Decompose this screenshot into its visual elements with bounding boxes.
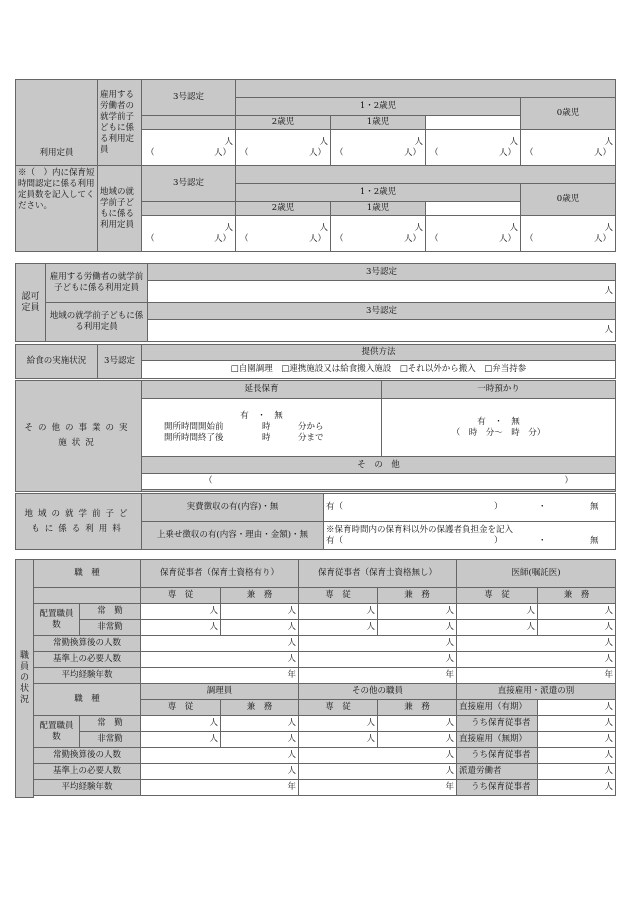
kyushoku-label: 給食の実施状況 (16, 345, 98, 379)
riyo-emp-h1: 1歳児 (331, 116, 426, 130)
cell-12[interactable]: 人 (538, 620, 616, 636)
ichiji-header: 一時預かり (382, 381, 616, 399)
shokushu-2: 職 種 (34, 684, 141, 716)
riyo-emp-2-cell[interactable]: 人 （ 人） (331, 130, 426, 166)
jippi-cell[interactable]: 有（ ） ・ 無 (324, 494, 616, 522)
riyo-emp-h3: 3号認定 (142, 80, 236, 116)
yuki-uchi-cell[interactable]: 人 (538, 716, 616, 732)
muki-uchi-cell[interactable]: 人 (538, 748, 616, 764)
kansan-label-2: 常勤換算後の人数 (34, 748, 141, 764)
cell-24[interactable]: 人 (299, 716, 378, 732)
riyo-area-label: 地域の就学前子どもに係る利用定員 (98, 166, 142, 252)
keiken-label-2: 平均経験年数 (34, 780, 141, 796)
cell-4[interactable]: 人 (378, 604, 457, 620)
senju-h2: 専 従 (299, 588, 378, 604)
riyo-area-1-cell[interactable]: 人 （ 人） (426, 216, 521, 252)
cell-28[interactable]: 人 (299, 732, 378, 748)
cell-23[interactable]: 人 (221, 716, 299, 732)
yuki-cell[interactable]: 人 (538, 700, 616, 716)
sonota-header: そ の 他 (142, 457, 616, 474)
hoiku2-header: 保育従事者（保育士資格無し） (299, 560, 457, 588)
senju-h1: 専 従 (141, 588, 221, 604)
riyo-note: ※（ ）内に保育短時間認定に係る利用定員数を記入してください。 (16, 166, 98, 252)
chokusetsu-header: 直接雇用・派遣の別 (457, 684, 616, 700)
cell-9[interactable]: 人 (299, 620, 378, 636)
keiken-label-1: 平均経験年数 (34, 668, 141, 684)
senju-h4: 専 従 (141, 700, 221, 716)
ishi-header: 医師(嘱託医) (457, 560, 616, 588)
kenmu-h3: 兼 務 (538, 588, 616, 604)
riyo-emp-3go-cell[interactable]: 人 （ 人） (142, 130, 236, 166)
haken-uchi-label: うち保育従事者 (457, 780, 538, 796)
cell-18[interactable]: 人 (457, 652, 616, 668)
ninka-area-label: 地域の就学前子どもに係る利用定員 (46, 303, 148, 342)
riyo-label: 利用定員 (16, 80, 98, 166)
haken-cell[interactable]: 人 (538, 764, 616, 780)
haken-label: 派遣労働者 (457, 764, 538, 780)
cell-26[interactable]: 人 (141, 732, 221, 748)
senju-h5: 専 従 (299, 700, 378, 716)
haichi-label-2: 配置職員数 (34, 716, 80, 748)
enchou-header: 延長保育 (142, 381, 382, 399)
muki-label: 直接雇用（無期） (457, 732, 538, 748)
staff-table (15, 559, 616, 798)
kyushoku-method: 提供方法 (142, 345, 616, 361)
cell-7[interactable]: 人 (141, 620, 221, 636)
sonota-cell[interactable]: （ ） (142, 474, 616, 490)
ninka-emp-label: 雇用する労働者の就学前子どもに係る利用定員 (46, 264, 148, 303)
yuki-uchi-label: うち保育従事者 (457, 716, 538, 732)
ninka-area-cell[interactable]: 人 (148, 320, 616, 342)
riyo-emp-12-cell[interactable]: 人 （ 人） (236, 130, 331, 166)
staff-label: 職員の状況 (16, 560, 34, 798)
kenmu-h4: 兼 務 (221, 700, 299, 716)
kijun-label-1: 基準上の必要人数 (34, 652, 141, 668)
joukin-label-2: 常 勤 (80, 716, 141, 732)
riyo-teiin-table (15, 79, 616, 252)
sonota-staff-header: その他の職員 (299, 684, 457, 700)
riyo-area-h12: 1・2歳児 (236, 184, 521, 202)
kyushoku-3go: 3号認定 (98, 345, 142, 379)
hoiku1-header: 保育従事者（保育士資格有り） (141, 560, 299, 588)
hijoukin-label-2: 非常勤 (80, 732, 141, 748)
shokushu-1: 職 種 (34, 560, 141, 588)
riyo-area-h1: 1歳児 (331, 202, 426, 216)
uwanose-label: 上乗せ徴収の有(内容・理由・金額)・無 (142, 522, 324, 550)
cell-27[interactable]: 人 (221, 732, 299, 748)
ichiji-cell[interactable]: 有 ・ 無 （ 時 分～ 時 分） (382, 399, 616, 457)
cell-8[interactable]: 人 (221, 620, 299, 636)
cell-21[interactable]: 年 (457, 668, 616, 684)
cell-33[interactable]: 人 (299, 764, 457, 780)
cell-32[interactable]: 人 (141, 764, 299, 780)
riyoryo-label: 地域の就学前子どもに係る利用料 (16, 494, 142, 550)
riyo-area-h2: 2歳児 (236, 202, 331, 216)
cell-29[interactable]: 人 (378, 732, 457, 748)
senju-h3: 専 従 (457, 588, 538, 604)
cell-35[interactable]: 年 (299, 780, 457, 796)
cell-31[interactable]: 人 (299, 748, 457, 764)
kenmu-h5: 兼 務 (378, 700, 457, 716)
cell-10[interactable]: 人 (378, 620, 457, 636)
jippi-label: 実費徴収の有(内容)・無 (142, 494, 324, 522)
haken-uchi-cell[interactable]: 人 (538, 780, 616, 796)
cell-34[interactable]: 年 (141, 780, 299, 796)
riyo-emp-h12: 1・2歳児 (236, 98, 521, 116)
muki-cell[interactable]: 人 (538, 732, 616, 748)
ninka-label: 認可定員 (16, 264, 46, 342)
cell-19[interactable]: 年 (141, 668, 299, 684)
cell-15[interactable]: 人 (457, 636, 616, 652)
riyo-emp-h2: 2歳児 (236, 116, 331, 130)
riyo-emp-1-cell[interactable]: 人 （ 人） (426, 130, 521, 166)
cell-6[interactable]: 人 (538, 604, 616, 620)
cell-22[interactable]: 人 (141, 716, 221, 732)
cell-1[interactable]: 人 (141, 604, 221, 620)
joukin-label-1: 常 勤 (80, 604, 141, 620)
kansan-label-1: 常勤換算後の人数 (34, 636, 141, 652)
enchou-cell[interactable]: 有 ・ 無 開所時間開始前 時 分から 開所時間終了後 時 分まで (142, 399, 382, 457)
other-label: その他の事業の実施状況 (16, 381, 142, 492)
kyushoku-table (15, 344, 616, 379)
haichi-label-1: 配置職員数 (34, 604, 80, 636)
cell-11[interactable]: 人 (457, 620, 538, 636)
riyo-area-h3: 3号認定 (142, 166, 236, 202)
cell-2[interactable]: 人 (221, 604, 299, 620)
riyo-area-h0: 0歳児 (521, 184, 616, 216)
ninka-emp-h3: 3号認定 (148, 264, 616, 281)
cell-5[interactable]: 人 (457, 604, 538, 620)
cell-17[interactable]: 人 (299, 652, 457, 668)
riyo-area-3go-cell[interactable]: 人 （ 人） (142, 216, 236, 252)
hijoukin-label-1: 非常勤 (80, 620, 141, 636)
ninka-emp-cell[interactable]: 人 (148, 281, 616, 303)
cell-25[interactable]: 人 (378, 716, 457, 732)
muki-uchi-label: うち保育従事者 (457, 748, 538, 764)
riyo-area-0-cell[interactable]: 人 （ 人） (521, 216, 616, 252)
kyushoku-options[interactable]: □自園調理 □連携施設又は給食搬入施設 □それ以外から搬入 □弁当持参 (142, 361, 616, 379)
ninka-area-h3: 3号認定 (148, 303, 616, 320)
uwanose-cell[interactable]: ※保育時間内の保育料以外の保護者負担金を記入 有（ ） ・ 無 (324, 522, 616, 550)
chouri-header: 調理員 (141, 684, 299, 700)
yuki-label: 直接雇用（有期） (457, 700, 538, 716)
riyo-area-2-cell[interactable]: 人 （ 人） (331, 216, 426, 252)
riyo-emp-h0: 0歳児 (521, 98, 616, 130)
kenmu-h1: 兼 務 (221, 588, 299, 604)
cell-13[interactable]: 人 (141, 636, 299, 652)
cell-30[interactable]: 人 (141, 748, 299, 764)
cell-16[interactable]: 人 (141, 652, 299, 668)
other-jigyo-table (15, 380, 616, 492)
kijun-label-2: 基準上の必要人数 (34, 764, 141, 780)
kenmu-h2: 兼 務 (378, 588, 457, 604)
cell-14[interactable]: 人 (299, 636, 457, 652)
cell-3[interactable]: 人 (299, 604, 378, 620)
riyo-emp-0-cell[interactable]: 人 （ 人） (521, 130, 616, 166)
ninka-teiin-table (15, 263, 616, 342)
riyo-area-12-cell[interactable]: 人 （ 人） (236, 216, 331, 252)
cell-20[interactable]: 年 (299, 668, 457, 684)
riyoryo-table (15, 493, 616, 550)
riyo-emp-label: 雇用する労働者の就学前子どもに係る利用定員 (98, 80, 142, 166)
